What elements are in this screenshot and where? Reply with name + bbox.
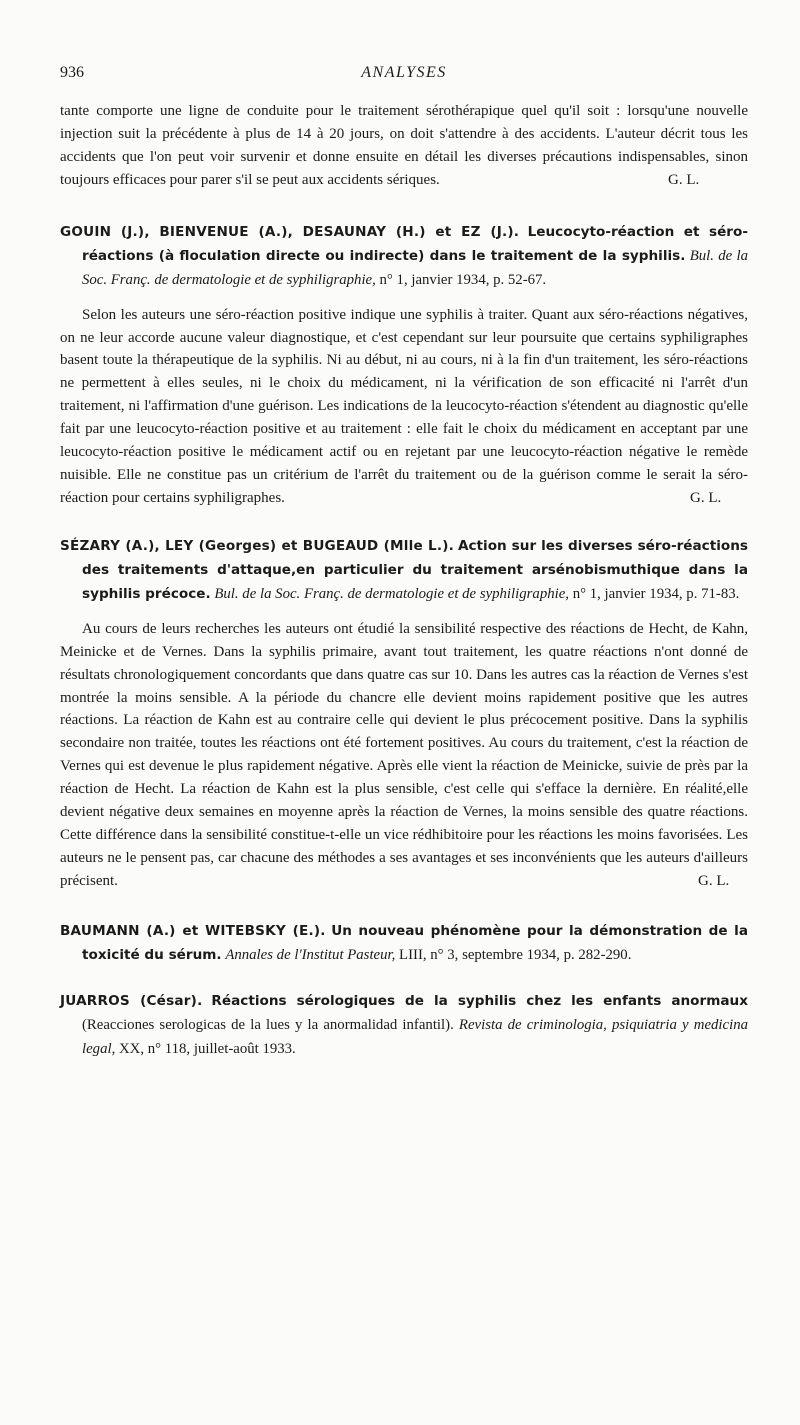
intro-signature: G. L. — [668, 171, 700, 188]
authors: SÉZARY (A.), LEY (Georges) et BUGEAUD (Mlle L.). — [60, 537, 455, 554]
review-signature: G. L. — [690, 489, 722, 506]
spanish-title: (Reacciones serologicas de la lues y la anormalidad infantil). — [82, 1016, 454, 1033]
authors: BAUMANN (A.) et WITEBSKY (E.). — [60, 922, 326, 939]
review-entry-gouin — [60, 220, 748, 510]
journal: Bul. de la Soc. Franç. de dermatologie et de syphiligraphie, — [82, 247, 749, 288]
article-title: Réactions sérologiques de la syphilis chez les enfants anormaux — [211, 992, 748, 1009]
article-title: Leucocyto-réaction et séro-réactions (à floculation directe ou indirecte) dans le traitement de la syphilis. — [82, 223, 748, 264]
citation: LIII, n° 3, septembre 1934, p. 282-290. — [399, 946, 632, 963]
journal: Revista de criminologia, psiquiatria y medicina legal, — [82, 1016, 748, 1057]
intro-paragraph — [60, 100, 748, 192]
running-header — [60, 64, 748, 90]
review-body — [60, 618, 748, 893]
review-body — [60, 304, 748, 510]
journal: Annales de l'Institut Pasteur, — [225, 946, 396, 963]
reference — [60, 220, 748, 292]
citation: n° 1, janvier 1934, p. 52-67. — [379, 271, 547, 288]
review-entry-sezary — [60, 534, 748, 893]
authors: JUARROS (César). — [60, 992, 203, 1009]
reference — [60, 534, 748, 606]
journal: Bul. de la Soc. Franç. de dermatologie et de syphiligraphie, — [214, 585, 570, 602]
reference — [60, 989, 748, 1061]
review-text: Au cours de leurs recherches les auteurs ont étudié la sensibilité respective des réactions de Hecht, de Kahn, Meinicke et de Vernes. Dans la syphilis primaire, avant tout traitement, les quatre réactions n'ont donné de résultats chronologiquement concordants que dans quatre cas sur 10. Dans les autres cas la réaction de Vernes s'est montrée la moins sensible. A la période du chancre elle devient moins rapidement positive que les autres réactions. La réaction de Kahn est au contraire celle qui devient le plus précocement positive. Dans la syphilis secondaire non traitée, toutes les réactions ont été fortement positives. Au cours du traitement, c'est la réaction de Vernes qui est devenue le plus rapidement négative. Après elle vient la réaction de Meinicke, suivie de près par la réaction de Hecht. La réaction de Kahn est la plus sensible, c'est celle qui s'efface la dernière. En réalité,elle devient négative deux semaines en moyenne après la réaction de Vernes, la moins sensible des quatre réactions. Cette différence dans la sensibilité constitue-t-elle un vice rédhibitoire pour les réactions les moins favorisées. Les auteurs ne le pensent pas, car chacune des méthodes a ses avantages et ses inconvénients que les auteurs d'ailleurs précisent. — [60, 620, 748, 889]
review-signature: G. L. — [698, 872, 730, 889]
reference — [60, 919, 748, 967]
page — [60, 64, 748, 1061]
intro-text: tante comporte une ligne de conduite pour le traitement sérothérapique quel qu'il soit : lorsqu'une nouvelle injection suit la précédente à plus de 14 à 20 jours, on doit s'attendre à des accidents. L'auteur décrit tous les accidents que l'on peut voir survenir et donne ensuite en détail les diverses précautions indispensables, sinon toujours efficaces pour parer s'il se peut aux accidents sériques. — [60, 103, 748, 188]
page-number: 936 — [60, 64, 84, 81]
running-title: ANALYSES — [361, 64, 447, 81]
authors: GOUIN (J.), BIENVENUE (A.), DESAUNAY (H.) et EZ (J.). — [60, 223, 520, 240]
review-text: Selon les auteurs une séro-réaction positive indique une syphilis à traiter. Quant aux séro-réactions négatives, on ne leur accorde aucune valeur diagnostique, et c'est cependant sur leur poursuite que certains syphiligraphes basent toute la thérapeutique de la syphilis. Ni au début, ni au cours, ni à la fin d'un traitement, les séro-réactions ne permettent à elles seules, ni le choix du médicament, ni la vérification de son efficacité ni l'arrêt d'un traitement, ni l'affirmation d'une guérison. Les indications de la leucocyto-réaction s'étendent au diagnostic qu'elle fait par une leucocyto-réaction positive et au traitement : elle fait le choix du médicament en acceptant par une leucocyto-réaction positive le médicament actif ou en rejetant par une leucocyto-réaction négative le remède nuisible. Elle ne constitue pas un critérium de l'arrêt du traitement ou de la guérison comme le serait la séro-réaction pour certains syphiligraphes. — [60, 306, 748, 506]
citation: XX, n° 118, juillet-août 1933. — [119, 1040, 296, 1057]
review-entry-baumann — [60, 919, 748, 967]
citation: n° 1, janvier 1934, p. 71-83. — [572, 585, 740, 602]
article-title: Un nouveau phénomène pour la démonstration de la toxicité du sérum. — [82, 922, 748, 963]
review-entry-juarros — [60, 989, 748, 1061]
article-title: Action sur les diverses séro-réactions des traitements d'attaque,en particulier du traitement arsénobismuthique dans la syphilis précoce. — [82, 537, 749, 602]
